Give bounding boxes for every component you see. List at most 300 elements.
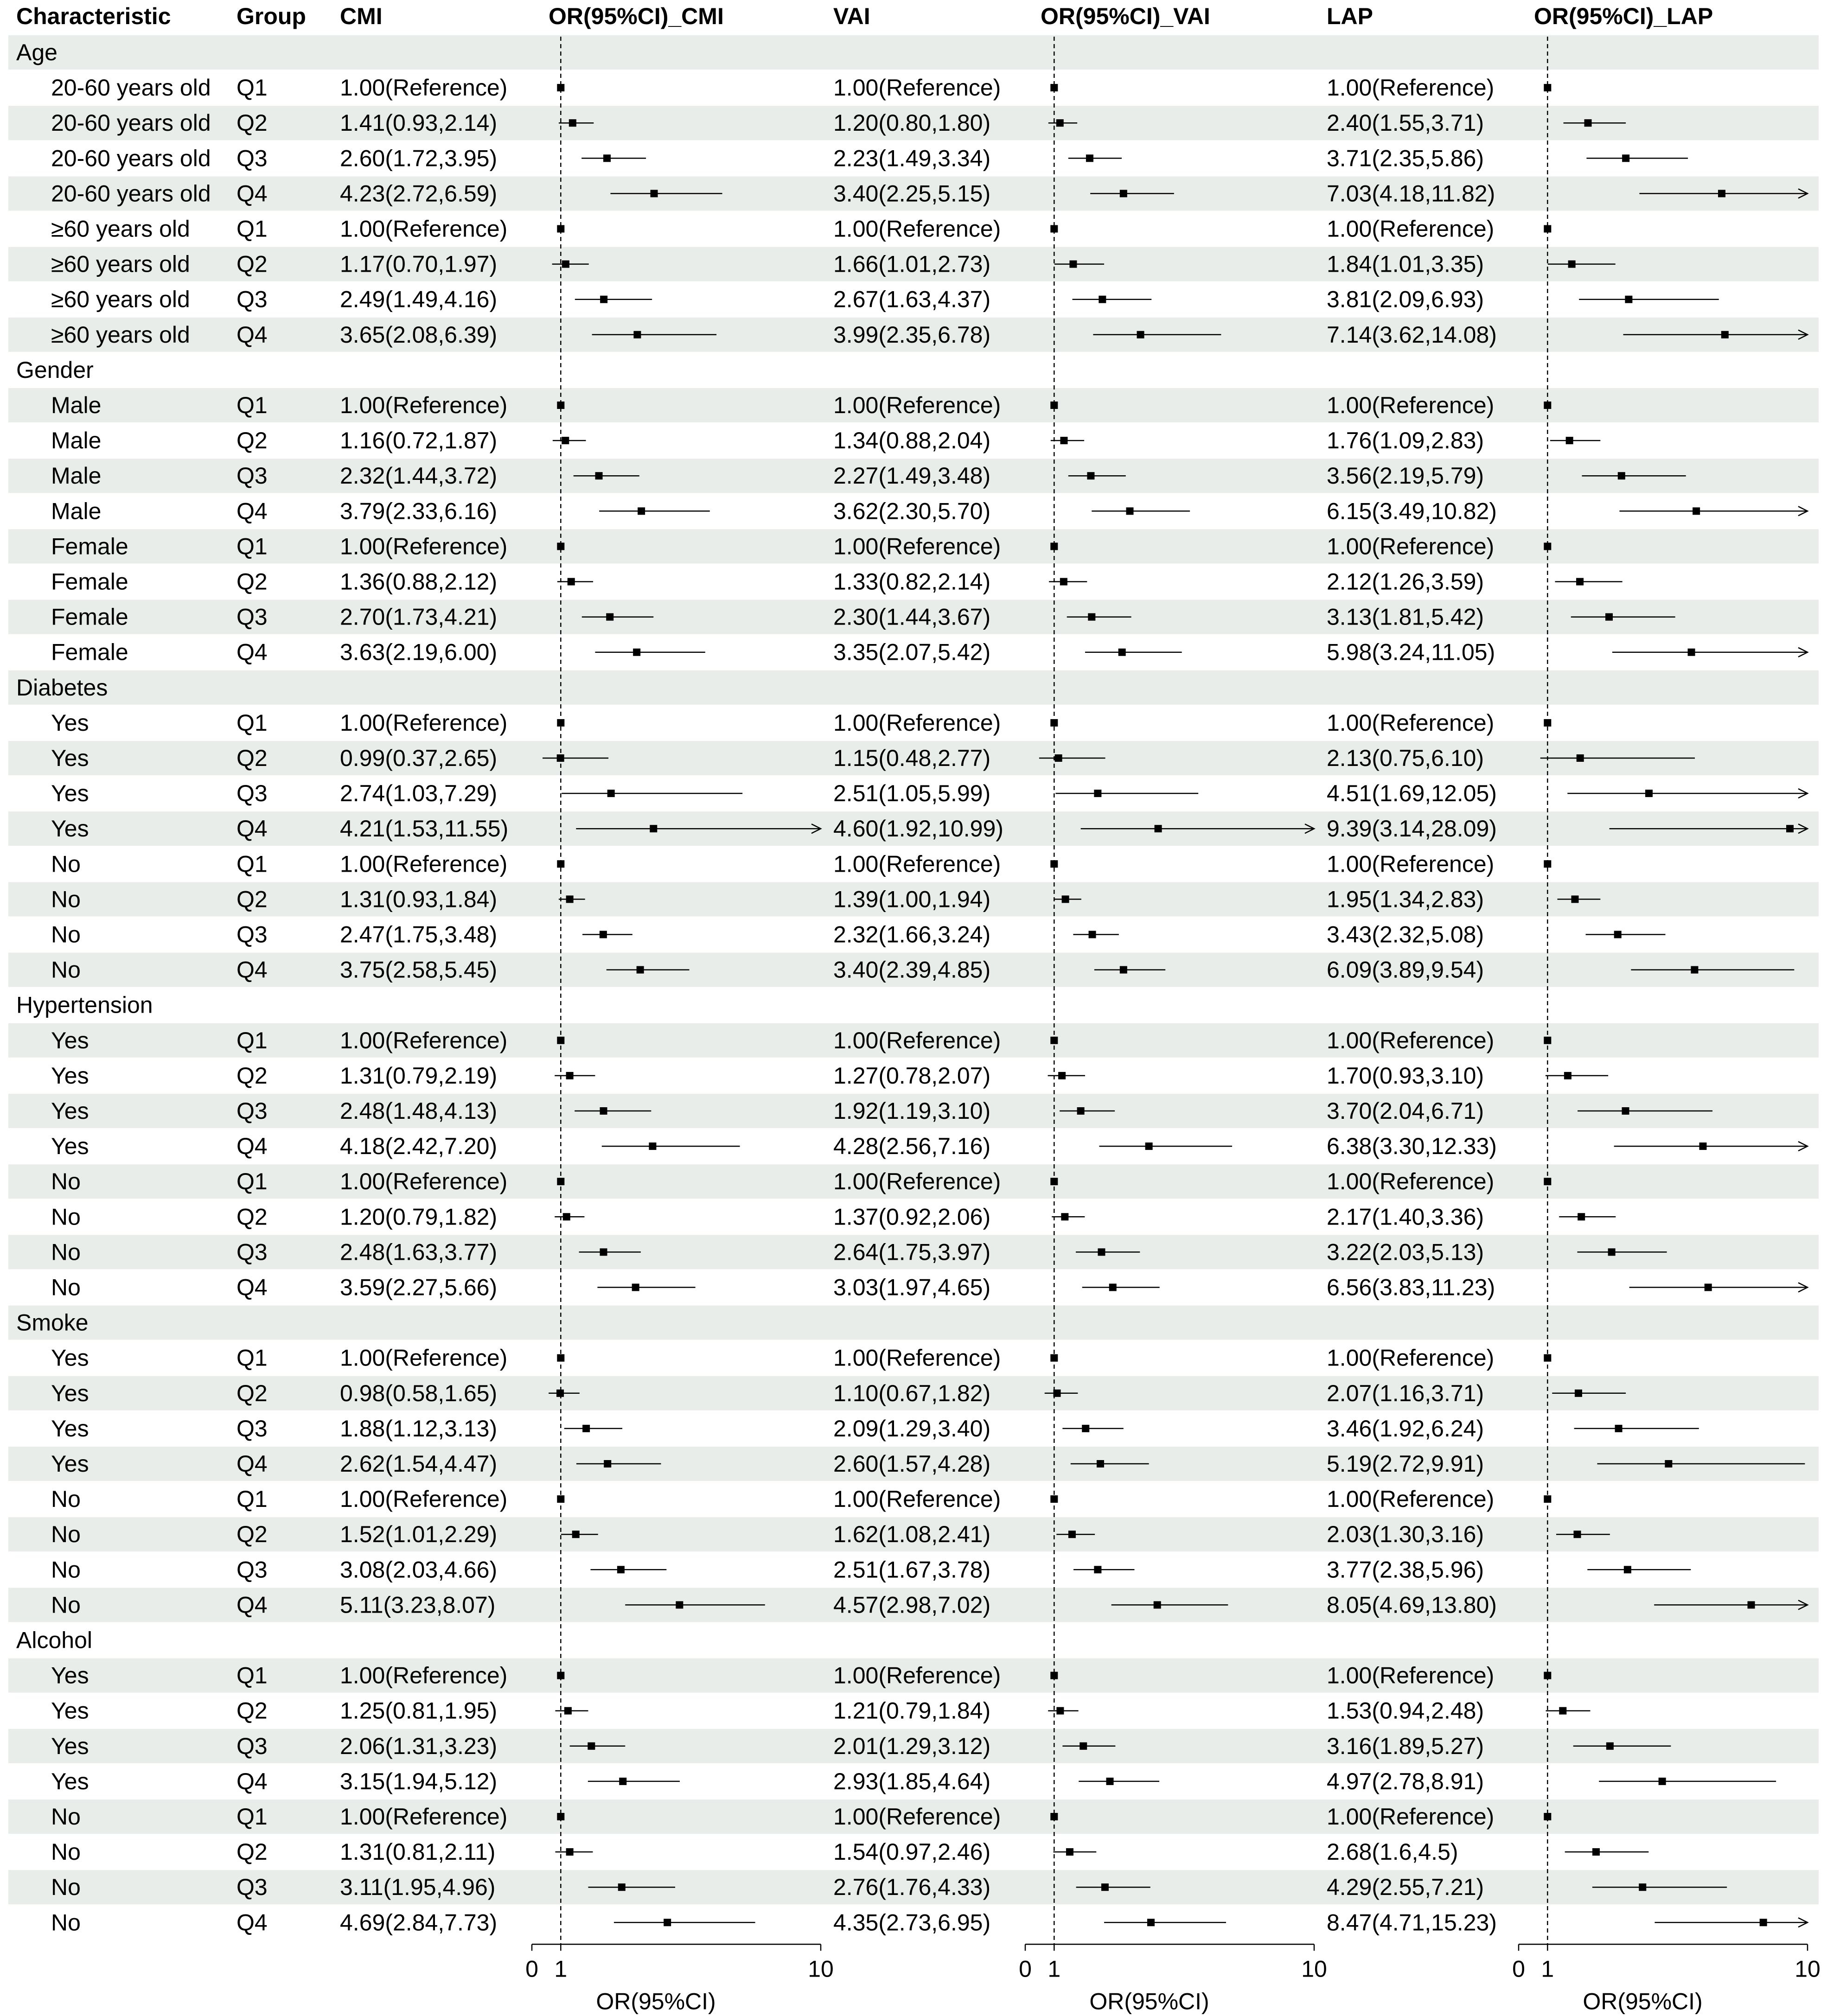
lap-or-value: 9.39(3.14,28.09) [1327, 816, 1497, 842]
row-label: Male [51, 427, 102, 454]
cmi-point-estimate [566, 895, 574, 903]
cmi-or-value: 1.36(0.88,2.12) [340, 568, 498, 595]
vai-point-estimate [1099, 296, 1106, 303]
cmi-or-value: 3.59(2.27,5.66) [340, 1274, 498, 1301]
lap-point-estimate [1559, 1707, 1566, 1715]
vai-point-estimate [1155, 825, 1162, 832]
cmi-or-value: 3.11(1.95,4.96) [340, 1874, 496, 1901]
row-label: Yes [51, 1133, 89, 1160]
vai-or-value: 4.60(1.92,10.99) [833, 816, 1003, 842]
vai-point-estimate [1118, 649, 1126, 656]
row-quartile: Q3 [236, 604, 268, 630]
lap-or-value: 3.43(2.32,5.08) [1327, 921, 1484, 948]
lap-point-estimate [1577, 754, 1584, 762]
subgroup-label: Gender [16, 357, 94, 383]
vai-point-estimate [1060, 578, 1067, 586]
lap-tick-label: 0 [1512, 1956, 1525, 1982]
vai-or-value: 1.54(0.97,2.46) [833, 1839, 991, 1865]
row-label: No [51, 1909, 81, 1936]
lap-or-value: 3.22(2.03,5.13) [1327, 1239, 1484, 1265]
cmi-or-value: 1.20(0.79,1.82) [340, 1204, 498, 1230]
cmi-point-estimate [563, 1213, 570, 1220]
cmi-or-value: 2.70(1.73,4.21) [340, 604, 498, 630]
row-label: Male [51, 463, 102, 489]
header-lap: LAP [1327, 3, 1373, 29]
row-label: No [51, 1521, 81, 1548]
vai-point-estimate [1137, 331, 1144, 338]
lap-or-value: 1.95(1.34,2.83) [1327, 886, 1484, 912]
cmi-point-estimate [618, 1883, 626, 1891]
row-label: Yes [51, 1027, 89, 1053]
row-quartile: Q1 [236, 533, 268, 560]
cmi-point-estimate [582, 1425, 590, 1432]
cmi-or-value: 3.15(1.94,5.12) [340, 1768, 498, 1794]
row-label: Female [51, 533, 128, 560]
lap-point-estimate [1614, 931, 1622, 938]
row-quartile: Q1 [236, 1804, 268, 1830]
cmi-point-estimate [562, 437, 569, 444]
cmi-or-value: 3.63(2.19,6.00) [340, 639, 498, 665]
cmi-or-value: 2.48(1.48,4.13) [340, 1098, 498, 1124]
vai-or-value: 1.37(0.92,2.06) [833, 1204, 991, 1230]
row-quartile: Q4 [236, 180, 268, 207]
vai-or-value: 1.00(Reference) [833, 75, 1001, 101]
vai-or-value: 1.92(1.19,3.10) [833, 1098, 991, 1124]
row-quartile: Q2 [236, 568, 268, 595]
cmi-or-value: 2.62(1.54,4.47) [340, 1451, 498, 1477]
row-quartile: Q4 [236, 816, 268, 842]
cmi-point-estimate [566, 1848, 574, 1856]
cmi-axis-title: OR(95%CI) [596, 1988, 716, 2015]
vai-point-estimate [1066, 1848, 1073, 1856]
cmi-or-value: 1.00(Reference) [340, 1662, 508, 1689]
row-label: No [51, 1274, 81, 1301]
vai-point-estimate [1082, 1425, 1089, 1432]
lap-point-estimate [1592, 1848, 1600, 1856]
row-label: Yes [51, 816, 89, 842]
row-label: No [51, 1204, 81, 1230]
vai-point-estimate [1060, 437, 1067, 444]
row-label: Male [51, 392, 102, 418]
vai-or-value: 1.00(Reference) [833, 392, 1001, 418]
cmi-point-estimate [564, 1707, 572, 1715]
cmi-point-estimate [638, 507, 645, 515]
lap-or-value: 4.51(1.69,12.05) [1327, 780, 1497, 807]
lap-or-value: 1.84(1.01,3.35) [1327, 251, 1484, 277]
vai-or-value: 1.00(Reference) [833, 216, 1001, 242]
cmi-point-estimate [600, 931, 607, 938]
vai-or-value: 2.93(1.85,4.64) [833, 1768, 991, 1794]
row-label: ≥60 years old [51, 216, 190, 242]
cmi-point-estimate [633, 331, 641, 338]
vai-or-value: 1.62(1.08,2.41) [833, 1521, 991, 1548]
row-quartile: Q1 [236, 216, 268, 242]
vai-or-value: 1.21(0.79,1.84) [833, 1697, 991, 1724]
row-label: No [51, 1239, 81, 1265]
row-label: Yes [51, 1345, 89, 1371]
cmi-point-estimate [651, 190, 658, 197]
row-quartile: Q4 [236, 498, 268, 524]
row-label: No [51, 1874, 81, 1901]
cmi-point-estimate [566, 1072, 574, 1079]
row-label: ≥60 years old [51, 251, 190, 277]
vai-or-value: 2.64(1.75,3.97) [833, 1239, 991, 1265]
vai-point-estimate [1126, 507, 1134, 515]
row-label: No [51, 957, 81, 983]
cmi-point-estimate [572, 1531, 580, 1538]
vai-or-value: 2.51(1.05,5.99) [833, 780, 991, 807]
row-quartile: Q3 [236, 1557, 268, 1583]
lap-or-value: 2.07(1.16,3.71) [1327, 1380, 1484, 1406]
row-quartile: Q4 [236, 957, 268, 983]
cmi-or-value: 3.65(2.08,6.39) [340, 321, 498, 348]
lap-or-value: 5.19(2.72,9.91) [1327, 1451, 1484, 1477]
row-quartile: Q1 [236, 1027, 268, 1053]
row-quartile: Q3 [236, 1239, 268, 1265]
cmi-point-estimate [619, 1778, 626, 1785]
row-quartile: Q2 [236, 1204, 268, 1230]
vai-or-value: 1.00(Reference) [833, 1168, 1001, 1195]
lap-or-value: 6.38(3.30,12.33) [1327, 1133, 1497, 1160]
row-quartile: Q4 [236, 1592, 268, 1618]
vai-point-estimate [1061, 1213, 1068, 1220]
row-label: Female [51, 604, 128, 630]
row-label: Yes [51, 1380, 89, 1406]
header-vai: VAI [833, 3, 870, 29]
cmi-or-value: 1.41(0.93,2.14) [340, 110, 498, 136]
lap-or-value: 2.40(1.55,3.71) [1327, 110, 1484, 136]
row-quartile: Q1 [236, 851, 268, 877]
row-quartile: Q2 [236, 1521, 268, 1548]
cmi-or-value: 3.79(2.33,6.16) [340, 498, 498, 524]
lap-point-estimate [1688, 649, 1695, 656]
cmi-point-estimate [600, 1107, 607, 1115]
header-or-lap: OR(95%CI)_LAP [1534, 3, 1713, 29]
lap-point-estimate [1566, 437, 1573, 444]
vai-point-estimate [1089, 931, 1096, 938]
row-label: No [51, 1557, 81, 1583]
row-quartile: Q2 [236, 251, 268, 277]
lap-point-estimate [1606, 1742, 1614, 1750]
lap-or-value: 1.76(1.09,2.83) [1327, 427, 1484, 454]
lap-or-value: 1.00(Reference) [1327, 533, 1495, 560]
lap-or-value: 6.09(3.89,9.54) [1327, 957, 1484, 983]
vai-or-value: 4.35(2.73,6.95) [833, 1909, 991, 1936]
subgroup-label: Hypertension [16, 992, 153, 1018]
vai-or-value: 2.09(1.29,3.40) [833, 1415, 991, 1442]
lap-point-estimate [1622, 154, 1629, 162]
lap-or-value: 2.17(1.40,3.36) [1327, 1204, 1484, 1230]
vai-or-value: 1.00(Reference) [833, 851, 1001, 877]
row-quartile: Q3 [236, 463, 268, 489]
vai-or-value: 1.00(Reference) [833, 533, 1001, 560]
cmi-or-value: 2.47(1.75,3.48) [340, 921, 498, 948]
row-quartile: Q4 [236, 1133, 268, 1160]
row-label: Yes [51, 1062, 89, 1089]
lap-point-estimate [1786, 825, 1794, 832]
row-quartile: Q1 [236, 1486, 268, 1512]
vai-point-estimate [1120, 190, 1127, 197]
lap-point-estimate [1639, 1883, 1646, 1891]
subgroup-label: Diabetes [16, 674, 108, 701]
vai-or-value: 2.01(1.29,3.12) [833, 1733, 991, 1759]
lap-point-estimate [1608, 1248, 1616, 1256]
cmi-point-estimate [664, 1919, 671, 1926]
cmi-or-value: 1.00(Reference) [340, 1804, 508, 1830]
row-label: Yes [51, 1768, 89, 1794]
lap-point-estimate [1748, 1601, 1755, 1608]
row-quartile: Q2 [236, 745, 268, 771]
vai-point-estimate [1056, 119, 1064, 127]
vai-or-value: 3.40(2.39,4.85) [833, 957, 991, 983]
vai-point-estimate [1069, 261, 1077, 268]
cmi-or-value: 1.00(Reference) [340, 851, 508, 877]
lap-point-estimate [1576, 578, 1584, 586]
vai-or-value: 2.23(1.49,3.34) [833, 145, 991, 172]
row-label: Yes [51, 1733, 89, 1759]
vai-or-value: 3.62(2.30,5.70) [833, 498, 991, 524]
row-label: Yes [51, 780, 89, 807]
vai-point-estimate [1094, 790, 1101, 797]
vai-or-value: 1.00(Reference) [833, 1027, 1001, 1053]
vai-or-value: 1.34(0.88,2.04) [833, 427, 991, 454]
cmi-point-estimate [650, 825, 657, 832]
row-label: 20-60 years old [51, 75, 211, 101]
cmi-or-value: 1.00(Reference) [340, 1345, 508, 1371]
lap-or-value: 1.00(Reference) [1327, 1486, 1495, 1512]
row-label: No [51, 886, 81, 912]
lap-or-value: 8.05(4.69,13.80) [1327, 1592, 1497, 1618]
lap-point-estimate [1622, 1107, 1629, 1115]
cmi-tick-label: 10 [808, 1956, 834, 1982]
lap-or-value: 1.00(Reference) [1327, 709, 1495, 736]
lap-point-estimate [1571, 895, 1578, 903]
vai-point-estimate [1106, 1778, 1114, 1785]
row-quartile: Q2 [236, 1380, 268, 1406]
header-characteristic: Characteristic [16, 3, 171, 29]
lap-point-estimate [1625, 296, 1632, 303]
vai-or-value: 1.00(Reference) [833, 1804, 1001, 1830]
lap-or-value: 3.70(2.04,6.71) [1327, 1098, 1484, 1124]
vai-or-value: 2.76(1.76,4.33) [833, 1874, 991, 1901]
cmi-point-estimate [595, 472, 603, 479]
cmi-or-value: 1.31(0.79,2.19) [340, 1062, 498, 1089]
cmi-or-value: 1.00(Reference) [340, 533, 508, 560]
lap-or-value: 1.00(Reference) [1327, 1662, 1495, 1689]
vai-point-estimate [1056, 1707, 1064, 1715]
row-quartile: Q3 [236, 286, 268, 313]
vai-point-estimate [1077, 1107, 1085, 1115]
row-quartile: Q4 [236, 639, 268, 665]
row-label: Yes [51, 1697, 89, 1724]
cmi-or-value: 1.16(0.72,1.87) [340, 427, 498, 454]
vai-point-estimate [1098, 1248, 1105, 1256]
cmi-tick-label: 0 [525, 1956, 538, 1982]
row-quartile: Q1 [236, 75, 268, 101]
row-label: 20-60 years old [51, 180, 211, 207]
lap-point-estimate [1618, 472, 1625, 479]
header-or-cmi: OR(95%CI)_CMI [549, 3, 724, 29]
row-quartile: Q2 [236, 886, 268, 912]
lap-or-value: 3.13(1.81,5.42) [1327, 604, 1484, 630]
row-label: No [51, 851, 81, 877]
lap-point-estimate [1573, 1531, 1581, 1538]
lap-point-estimate [1693, 507, 1700, 515]
vai-or-value: 1.10(0.67,1.82) [833, 1380, 991, 1406]
vai-point-estimate [1088, 613, 1095, 621]
row-quartile: Q4 [236, 1274, 268, 1301]
row-quartile: Q2 [236, 427, 268, 454]
lap-or-value: 8.47(4.71,15.23) [1327, 1909, 1497, 1936]
lap-or-value: 6.56(3.83,11.23) [1327, 1274, 1495, 1301]
vai-or-value: 1.15(0.48,2.77) [833, 745, 991, 771]
lap-tick-label: 1 [1541, 1956, 1554, 1982]
row-quartile: Q3 [236, 1874, 268, 1901]
cmi-point-estimate [569, 119, 576, 127]
vai-or-value: 3.40(2.25,5.15) [833, 180, 991, 207]
vai-or-value: 1.00(Reference) [833, 1486, 1001, 1512]
cmi-point-estimate [603, 154, 611, 162]
lap-or-value: 1.00(Reference) [1327, 75, 1495, 101]
cmi-point-estimate [633, 649, 640, 656]
row-quartile: Q3 [236, 145, 268, 172]
vai-or-value: 3.35(2.07,5.42) [833, 639, 991, 665]
vai-tick-label: 0 [1019, 1956, 1032, 1982]
cmi-point-estimate [600, 1248, 607, 1256]
lap-point-estimate [1605, 613, 1613, 621]
lap-or-value: 3.77(2.38,5.96) [1327, 1557, 1484, 1583]
cmi-or-value: 1.00(Reference) [340, 75, 508, 101]
lap-or-value: 2.03(1.30,3.16) [1327, 1521, 1484, 1548]
lap-point-estimate [1575, 1390, 1582, 1397]
lap-or-value: 2.13(0.75,6.10) [1327, 745, 1484, 771]
cmi-or-value: 1.31(0.81,2.11) [340, 1839, 496, 1865]
cmi-or-value: 1.52(1.01,2.29) [340, 1521, 498, 1548]
row-quartile: Q4 [236, 321, 268, 348]
row-label: Yes [51, 1451, 89, 1477]
vai-or-value: 1.00(Reference) [833, 709, 1001, 736]
vai-or-value: 2.51(1.67,3.78) [833, 1557, 991, 1583]
lap-point-estimate [1645, 790, 1653, 797]
header-group: Group [236, 3, 306, 29]
lap-or-value: 6.15(3.49,10.82) [1327, 498, 1497, 524]
vai-point-estimate [1055, 754, 1062, 762]
row-label: Female [51, 568, 128, 595]
lap-point-estimate [1721, 331, 1729, 338]
lap-point-estimate [1699, 1142, 1706, 1150]
lap-or-value: 1.00(Reference) [1327, 392, 1495, 418]
cmi-or-value: 5.11(3.23,8.07) [340, 1592, 496, 1618]
cmi-or-value: 1.00(Reference) [340, 1027, 508, 1053]
row-quartile: Q1 [236, 1662, 268, 1689]
cmi-or-value: 0.99(0.37,2.65) [340, 745, 498, 771]
vai-axis-title: OR(95%CI) [1089, 1988, 1209, 2015]
row-label: Yes [51, 1662, 89, 1689]
cmi-point-estimate [617, 1566, 625, 1573]
cmi-point-estimate [588, 1742, 595, 1750]
cmi-or-value: 2.32(1.44,3.72) [340, 463, 498, 489]
lap-or-value: 7.03(4.18,11.82) [1327, 180, 1495, 207]
lap-point-estimate [1578, 1213, 1585, 1220]
vai-or-value: 4.57(2.98,7.02) [833, 1592, 991, 1618]
lap-point-estimate [1584, 119, 1592, 127]
subgroup-label: Smoke [16, 1309, 89, 1336]
cmi-point-estimate [562, 261, 569, 268]
lap-or-value: 1.53(0.94,2.48) [1327, 1697, 1484, 1724]
cmi-or-value: 3.75(2.58,5.45) [340, 957, 498, 983]
cmi-or-value: 2.60(1.72,3.95) [340, 145, 498, 172]
cmi-or-value: 1.00(Reference) [340, 392, 508, 418]
lap-or-value: 1.00(Reference) [1327, 1345, 1495, 1371]
row-label: 20-60 years old [51, 110, 211, 136]
vai-or-value: 1.00(Reference) [833, 1662, 1001, 1689]
row-quartile: Q4 [236, 1909, 268, 1936]
vai-or-value: 1.27(0.78,2.07) [833, 1062, 991, 1089]
cmi-or-value: 1.00(Reference) [340, 1486, 508, 1512]
vai-or-value: 2.27(1.49,3.48) [833, 463, 991, 489]
lap-point-estimate [1718, 190, 1725, 197]
cmi-or-value: 2.49(1.49,4.16) [340, 286, 498, 313]
cmi-or-value: 1.00(Reference) [340, 709, 508, 736]
vai-or-value: 3.99(2.35,6.78) [833, 321, 991, 348]
vai-tick-label: 1 [1048, 1956, 1061, 1982]
lap-or-value: 4.29(2.55,7.21) [1327, 1874, 1484, 1901]
vai-point-estimate [1087, 472, 1094, 479]
lap-or-value: 1.00(Reference) [1327, 851, 1495, 877]
row-quartile: Q2 [236, 110, 268, 136]
lap-or-value: 7.14(3.62,14.08) [1327, 321, 1497, 348]
lap-point-estimate [1615, 1425, 1623, 1432]
row-quartile: Q1 [236, 709, 268, 736]
vai-or-value: 4.28(2.56,7.16) [833, 1133, 991, 1160]
vai-point-estimate [1068, 1531, 1076, 1538]
vai-point-estimate [1147, 1919, 1155, 1926]
row-label: No [51, 1592, 81, 1618]
cmi-or-value: 1.00(Reference) [340, 216, 508, 242]
row-quartile: Q4 [236, 1768, 268, 1794]
lap-or-value: 3.16(1.89,5.27) [1327, 1733, 1484, 1759]
cmi-or-value: 4.21(1.53,11.55) [340, 816, 509, 842]
lap-point-estimate [1665, 1460, 1672, 1467]
column-headers [16, 3, 1713, 29]
row-label: Yes [51, 745, 89, 771]
vai-or-value: 1.33(0.82,2.14) [833, 568, 991, 595]
row-label: Yes [51, 1415, 89, 1442]
row-quartile: Q2 [236, 1062, 268, 1089]
lap-point-estimate [1760, 1919, 1767, 1926]
vai-or-value: 2.32(1.66,3.24) [833, 921, 991, 948]
row-label: No [51, 1486, 81, 1512]
cmi-or-value: 1.25(0.81,1.95) [340, 1697, 498, 1724]
vai-point-estimate [1109, 1284, 1117, 1291]
row-quartile: Q4 [236, 1451, 268, 1477]
row-label: Yes [51, 709, 89, 736]
lap-point-estimate [1568, 261, 1576, 268]
vai-or-value: 3.03(1.97,4.65) [833, 1274, 991, 1301]
subgroup-label: Age [16, 39, 57, 65]
row-label: No [51, 1168, 81, 1195]
lap-or-value: 2.68(1.6,4.5) [1327, 1839, 1458, 1865]
vai-point-estimate [1058, 1072, 1066, 1079]
cmi-or-value: 0.98(0.58,1.65) [340, 1380, 498, 1406]
row-label: 20-60 years old [51, 145, 211, 172]
cmi-point-estimate [632, 1284, 639, 1291]
row-quartile: Q1 [236, 392, 268, 418]
vai-or-value: 1.66(1.01,2.73) [833, 251, 991, 277]
row-label: ≥60 years old [51, 321, 190, 348]
lap-or-value: 5.98(3.24,11.05) [1327, 639, 1495, 665]
lap-or-value: 2.12(1.26,3.59) [1327, 568, 1484, 595]
